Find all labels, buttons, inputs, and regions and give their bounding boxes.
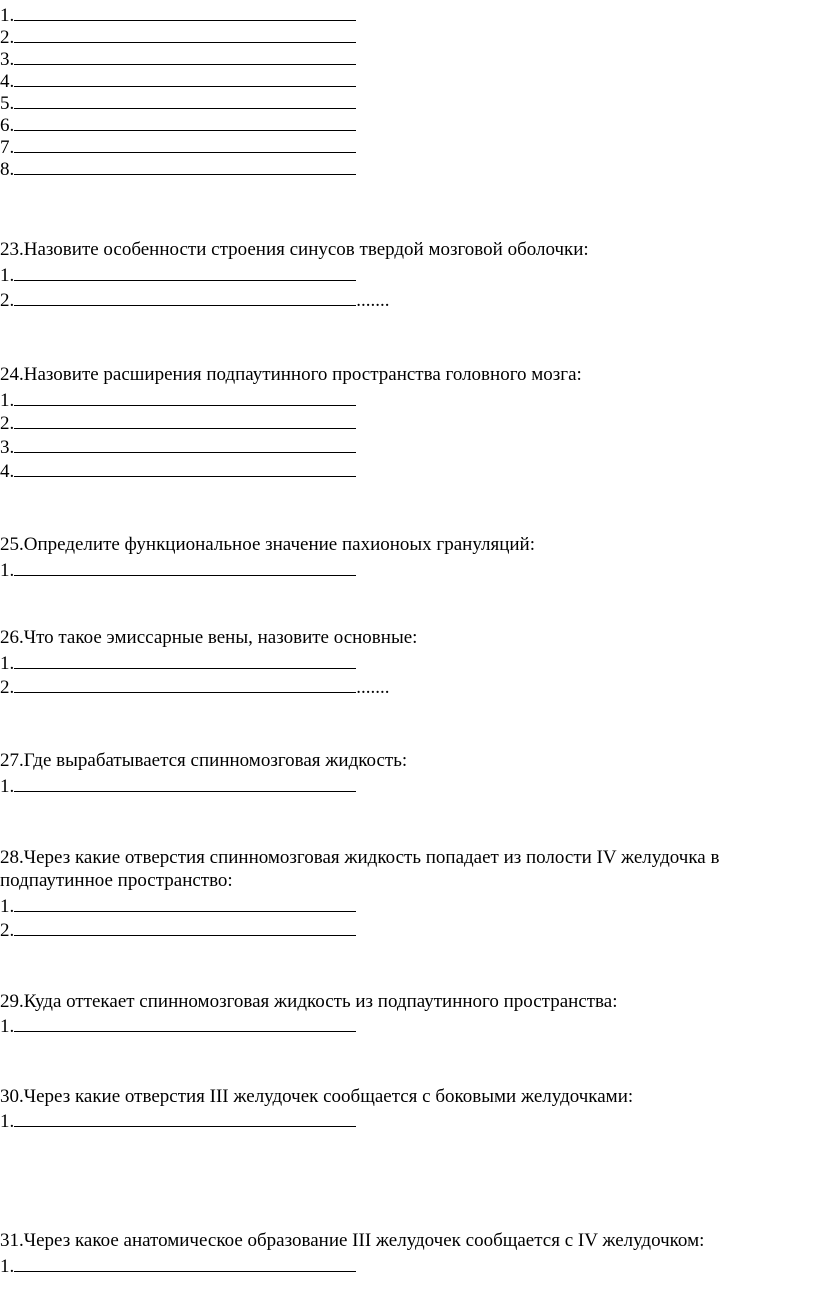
answer-blank[interactable] — [14, 4, 356, 21]
answer-line[interactable]: 4. — [0, 70, 356, 93]
answer-blank[interactable] — [14, 436, 356, 453]
answer-line[interactable]: 3. — [0, 436, 356, 459]
answer-blank[interactable] — [14, 412, 356, 429]
answer-line[interactable]: 8. — [0, 158, 356, 181]
question-23: 23.Назовите особенности строения синусов твердой мозговой оболочки: — [0, 239, 589, 260]
question-31: 31.Через какое анатомическое образование III желудочек сообщается с IV желудочком: — [0, 1230, 705, 1251]
answer-blank[interactable] — [14, 652, 356, 669]
question-28-line-2: подпаутинное пространство: — [0, 870, 233, 891]
answer-blank[interactable] — [14, 389, 356, 406]
ellipsis: ....... — [356, 290, 390, 311]
question-27: 27.Где вырабатывается спинномозговая жидкость: — [0, 750, 408, 771]
answer-line[interactable]: 2. — [0, 412, 356, 435]
question-29: 29.Куда оттекает спинномозговая жидкость из подпаутинного пространства: — [0, 991, 618, 1012]
question-24: 24.Назовите расширения подпаутинного пространства головного мозга: — [0, 364, 582, 385]
answer-line[interactable]: 4. — [0, 460, 356, 483]
question-26: 26.Что такое эмиссарные вены, назовите основные: — [0, 627, 418, 648]
answer-blank[interactable] — [14, 676, 356, 693]
answer-line[interactable]: 6. — [0, 114, 356, 137]
answer-blank[interactable] — [14, 136, 356, 153]
answer-line[interactable]: 1. — [0, 1015, 356, 1038]
answer-blank[interactable] — [14, 1255, 356, 1272]
answer-blank[interactable] — [14, 264, 356, 281]
answer-line[interactable]: 5. — [0, 92, 356, 115]
answer-blank[interactable] — [14, 92, 356, 109]
answer-line[interactable]: 1. — [0, 4, 356, 27]
answer-line[interactable]: 1. — [0, 1110, 356, 1133]
answer-line[interactable]: 1. — [0, 559, 356, 582]
answer-blank[interactable] — [14, 158, 356, 175]
answer-blank[interactable] — [14, 1015, 356, 1032]
answer-blank[interactable] — [14, 559, 356, 576]
answer-blank[interactable] — [14, 775, 356, 792]
answer-line[interactable]: 1. — [0, 1255, 356, 1278]
ellipsis: ....... — [356, 677, 390, 698]
answer-blank[interactable] — [14, 1110, 356, 1127]
question-25: 25.Определите функциональное значение пахионоых грануляций: — [0, 534, 535, 555]
answer-line[interactable]: 1. — [0, 895, 356, 918]
answer-line[interactable]: 1. — [0, 775, 356, 798]
answer-blank[interactable] — [14, 289, 356, 306]
answer-blank[interactable] — [14, 48, 356, 65]
question-30: 30.Через какие отверстия III желудочек сообщается с боковыми желудочками: — [0, 1086, 634, 1107]
answer-line[interactable]: 2. — [0, 26, 356, 49]
answer-line[interactable]: 1. — [0, 264, 356, 287]
answer-line[interactable]: 2. — [0, 919, 356, 942]
answer-blank[interactable] — [14, 26, 356, 43]
answer-line[interactable]: 1. — [0, 652, 356, 675]
answer-blank[interactable] — [14, 895, 356, 912]
answer-line[interactable]: 3. — [0, 48, 356, 71]
answer-line[interactable]: 2. ....... — [0, 290, 390, 311]
answer-blank[interactable] — [14, 114, 356, 131]
answer-blank[interactable] — [14, 919, 356, 936]
answer-line[interactable]: 2. ....... — [0, 677, 390, 698]
answer-blank[interactable] — [14, 70, 356, 87]
answer-line[interactable]: 1. — [0, 389, 356, 412]
question-28-line-1: 28.Через какие отверстия спинномозговая жидкость попадает из полости IV желудочка в — [0, 847, 720, 868]
answer-blank[interactable] — [14, 460, 356, 477]
answer-line[interactable]: 7. — [0, 136, 356, 159]
